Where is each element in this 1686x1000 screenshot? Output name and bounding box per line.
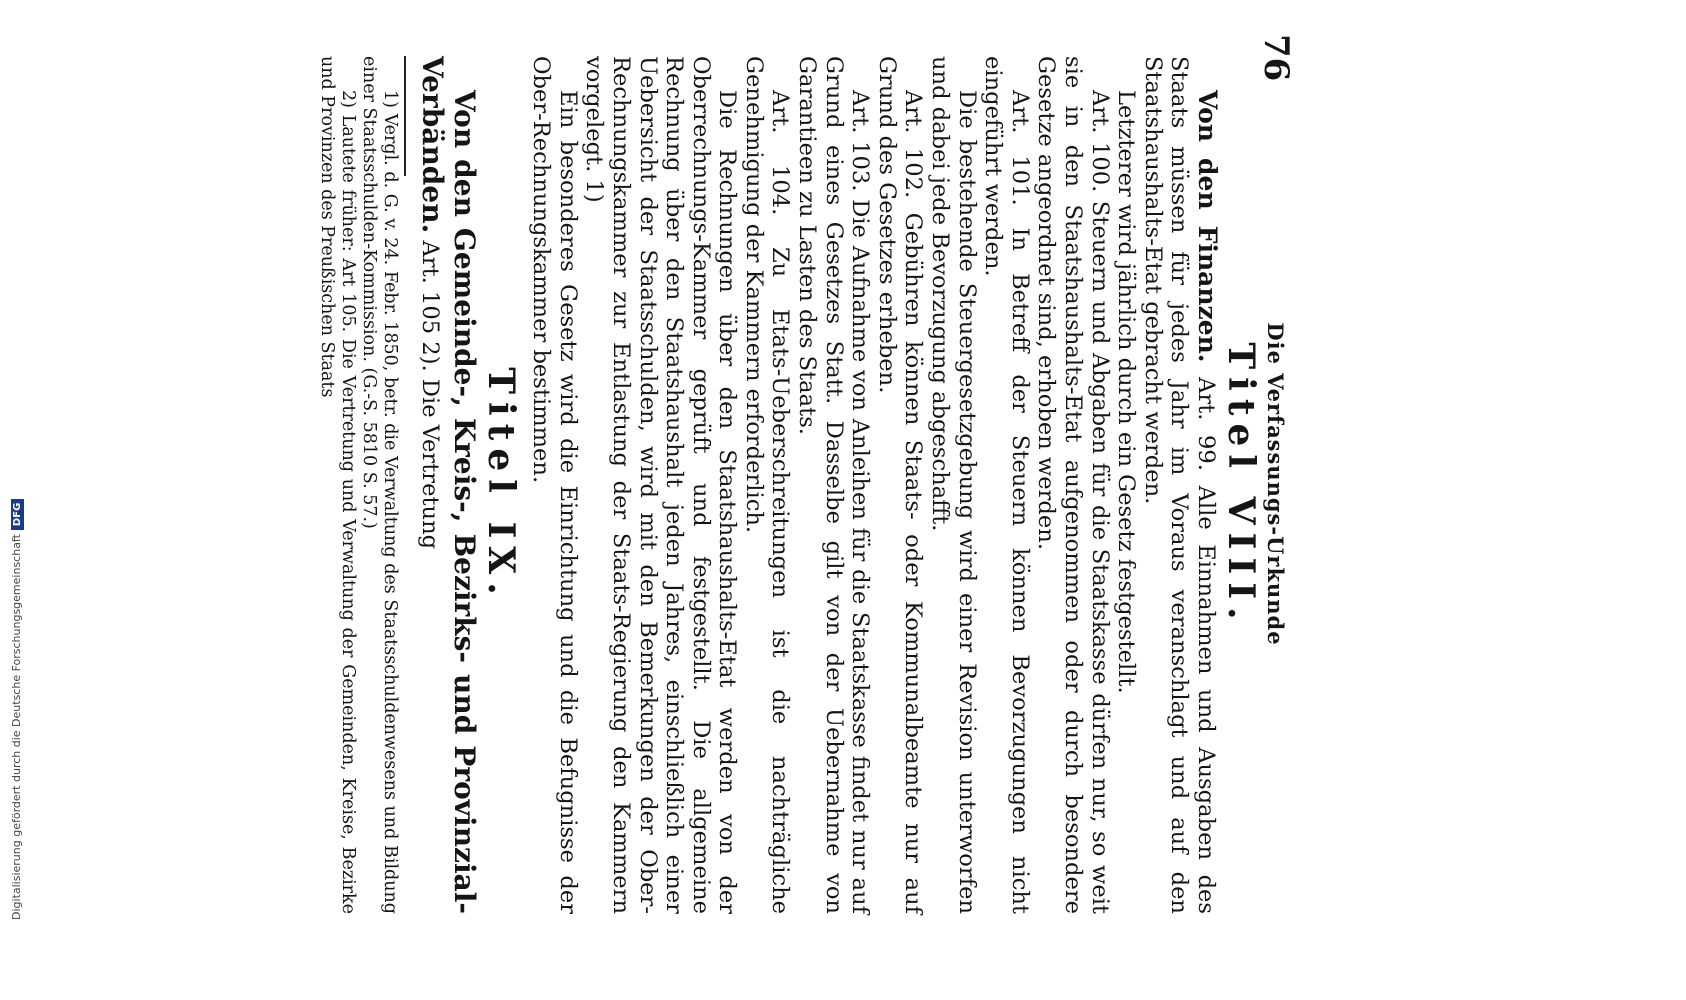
page-header [1256, 34, 1296, 934]
text-column [316, 56, 1262, 914]
paragraph-art-105 [416, 56, 480, 914]
page-number: 76 [1256, 34, 1296, 82]
digitization-credit [10, 420, 24, 920]
title-ix: Titel IX. [479, 367, 522, 603]
running-head: Die Verfassungs-Urkunde [1263, 322, 1288, 646]
footnote-divider [404, 56, 406, 176]
paragraph-art-104: Art. 104. Zu Etats-Ueberschreitungen ist die nachträgliche Genehmigung der Kammern erforderlich. [740, 56, 794, 914]
section-heading-finances: Von den Finanzen. [1193, 90, 1222, 363]
art-105-text: Art. 105 2). Die Vertretung [416, 233, 443, 550]
footnote-2: 2) Lautete früher: Art 105. Die Vertretung und Verwaltung der Gemeinden, Kreise, Bezirke und Provinzen des Preußischen Staats [316, 56, 358, 914]
paragraph-tax-revision: Die bestehende Steuergesetzgebung wird einer Revision unterworfen und dabei jede Bevorzugung abgeschafft. [927, 56, 980, 914]
paragraph-accounts [581, 56, 741, 914]
paragraph-art-102: Art. 102. Gebühren können Staats- oder Kommunalbeamte nur auf Grund des Gesetzes erheben. [873, 56, 927, 914]
art-99-text: Art. 99. Alle Einnahmen und Ausgaben des Staats müssen für jedes Jahr im Voraus veranschlagt und auf den Staatshaushalts-Etat gebracht werden. [1139, 56, 1219, 914]
title-viii: Titel VIII. [1220, 342, 1262, 628]
footnote-ref-1: 1) [581, 172, 608, 203]
rotated-book-page [24, 16, 1304, 956]
paragraph-art-99 [1139, 56, 1220, 914]
credit-text: Digitalisierung gefördert durch die Deutsche Forschungsgemeinschaft [10, 534, 23, 920]
paragraph-budget-law: Letzterer wird jährlich durch ein Gesetz festgestellt. [1113, 90, 1140, 694]
footnotes [316, 56, 400, 914]
paragraph-audit-law: Ein besonderes Gesetz wird die Einrichtung und die Befugnisse der Ober-Rechnungskammer bestimmen. [528, 56, 581, 914]
footnote-1: 1) Vergl. d. G. v. 24. Febr. 1850, betr. die Verwaltung des Staatsschuldenwesens und Bildung einer Staatsschulden-Kommission. (G.-S. 5810 S. 57.) [358, 56, 400, 914]
accounts-text: Die Rechnungen über den Staatshaushalts-Etat werden von der Oberrechnungs-Kammer geprüft und festgestellt. Die allgemeine Rechnung über den Staatshaushalt jeden Jahres, einschließlich einer Uebersicht der Staatsschulden, wird mit den Bemerkungen der Ober-Rechnungskammer zur Entlastung der Staats-Regierung den Kammern vorgelegt. [581, 56, 741, 914]
section-heading-associations: Von den Gemeinde-, Kreis-, Bezirks- und Provinzial-Verbänden. [415, 56, 481, 914]
dfg-logo: DFG [11, 499, 24, 530]
paragraph-art-100: Art. 100. Steuern und Abgaben für die Staatskasse dürfen nur, so weit sie in den Staatshaushalts-Etat aufgenommen oder durch besondere Gesetze angeordnet sind, erhoben werden. [1033, 56, 1113, 914]
paragraph-art-103: Art. 103. Die Aufnahme von Anleihen für die Staatskasse findet nur auf Grund eines Gesetzes Statt. Dasselbe gilt von der Uebernahme von Garantieen zu Lasten des Staats. [794, 56, 874, 914]
paragraph-art-101: Art. 101. In Betreff der Steuern können Bevorzugungen nicht eingeführt werden. [980, 56, 1033, 914]
